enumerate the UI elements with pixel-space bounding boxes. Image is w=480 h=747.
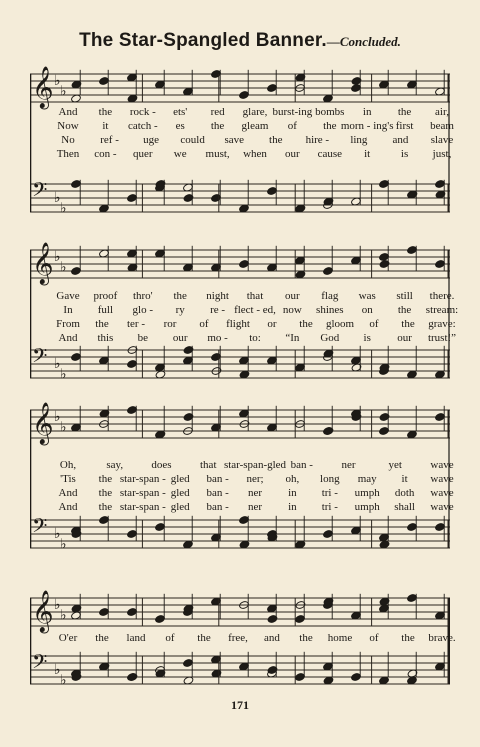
- lyric-syllable: flect - ed,: [234, 304, 276, 316]
- lyric-syllable: shines: [316, 304, 344, 316]
- lyric-line: [30, 133, 454, 147]
- lyric-syllable: the: [98, 106, 113, 118]
- lyric-line: [30, 317, 456, 331]
- lyric-syllable: quer: [133, 148, 153, 160]
- lyric-syllable: of: [199, 318, 209, 330]
- lyric-syllable: Oh,: [59, 459, 77, 471]
- lyric-syllable: ry: [175, 304, 185, 316]
- lyric-syllable: the: [98, 501, 113, 513]
- lyric-syllable: ter -: [126, 318, 146, 330]
- lyric-syllable: say,: [106, 459, 124, 471]
- lyric-line: [30, 500, 454, 514]
- lyrics-block-1: [30, 105, 454, 161]
- lyric-syllable: just,: [432, 148, 452, 160]
- lyric-syllable: wave: [430, 459, 454, 471]
- lyric-syllable: be: [137, 332, 148, 344]
- lyric-syllable: this: [97, 332, 114, 344]
- lyric-syllable: the: [397, 304, 412, 316]
- treble-clef-icon: 𝄞: [32, 589, 54, 633]
- lyric-syllable: air,: [435, 106, 449, 118]
- lyric-syllable: ling: [350, 134, 368, 146]
- lyric-syllable: es: [175, 120, 185, 132]
- lyric-syllable: the: [269, 134, 283, 146]
- lyric-syllable: of: [369, 632, 379, 644]
- lyric-syllable: rock -: [129, 106, 156, 118]
- flat-icon: ♭: [60, 536, 67, 553]
- lyric-syllable: the: [98, 473, 113, 485]
- lyric-line: [30, 289, 455, 303]
- lyric-syllable: tri -: [321, 501, 338, 513]
- lyric-syllable: gled: [170, 473, 190, 485]
- lyric-syllable: could: [180, 134, 205, 146]
- lyric-syllable: slave: [430, 134, 454, 146]
- lyric-syllable: free,: [228, 632, 248, 644]
- lyric-syllable: the: [197, 632, 211, 644]
- treble-clef-icon: 𝄞: [32, 401, 54, 445]
- lyric-syllable: flight: [226, 318, 250, 330]
- lyric-syllable: And: [58, 487, 78, 499]
- lyric-syllable: or: [267, 318, 277, 330]
- lyric-syllable: that: [246, 290, 264, 302]
- lyric-syllable: red: [210, 106, 225, 118]
- lyric-syllable: gled: [170, 501, 190, 513]
- lyric-syllable: the: [98, 487, 113, 499]
- lyric-syllable: was: [358, 290, 376, 302]
- lyric-syllable: ban -: [290, 459, 313, 471]
- lyric-syllable: star-span -: [119, 501, 166, 513]
- lyric-syllable: land: [126, 632, 146, 644]
- lyric-syllable: and: [392, 134, 409, 146]
- lyrics-block-2: [30, 289, 459, 345]
- lyric-syllable: the: [401, 318, 415, 330]
- lyric-syllable: ner: [247, 501, 263, 513]
- lyric-syllable: still: [396, 290, 413, 302]
- lyric-syllable: on: [361, 304, 373, 316]
- lyric-syllable: our: [397, 332, 412, 344]
- lyric-syllable: is: [400, 148, 409, 160]
- page-number: 171: [231, 698, 249, 712]
- lyric-syllable: bombs: [315, 106, 345, 118]
- lyric-line: [30, 303, 459, 317]
- flat-icon: ♭: [60, 366, 67, 383]
- lyric-syllable: morn - ing's: [340, 120, 394, 132]
- lyric-syllable: that: [200, 459, 217, 471]
- lyric-syllable: ets': [173, 106, 188, 118]
- lyric-syllable: and: [264, 632, 280, 644]
- treble-clef-icon: 𝄞: [32, 241, 54, 285]
- lyric-syllable: ner: [247, 487, 263, 499]
- lyric-syllable: grave:: [428, 318, 456, 330]
- lyric-syllable: O'er: [58, 632, 78, 644]
- lyric-syllable: star-span -: [119, 473, 166, 485]
- lyric-syllable: yet: [388, 459, 402, 471]
- flat-icon: ♭: [54, 597, 61, 613]
- lyric-syllable: first: [395, 120, 414, 132]
- lyric-syllable: From: [56, 318, 80, 330]
- lyric-syllable: umph: [354, 487, 380, 499]
- lyric-syllable: brave.: [428, 632, 456, 644]
- lyric-line: [30, 486, 454, 500]
- lyric-line: [30, 331, 457, 345]
- lyric-syllable: In: [63, 304, 73, 316]
- bass-clef-icon: 𝄢: [32, 650, 48, 679]
- lyric-syllable: it: [102, 120, 109, 132]
- lyric-syllable: gled: [170, 487, 190, 499]
- lyric-syllable: thro': [132, 290, 153, 302]
- lyric-syllable: now: [282, 304, 302, 316]
- bass-clef-icon: 𝄢: [32, 514, 48, 543]
- lyric-syllable: ror: [163, 318, 177, 330]
- lyric-syllable: is: [363, 332, 371, 344]
- lyrics-block-3: [30, 458, 454, 514]
- flat-icon: ♭: [60, 83, 67, 100]
- lyric-syllable: of: [287, 120, 297, 132]
- lyric-syllable: tri -: [321, 487, 338, 499]
- lyrics-block-4: [30, 631, 456, 645]
- lyric-syllable: ban -: [206, 487, 229, 499]
- lyric-syllable: catch -: [127, 120, 158, 132]
- lyric-syllable: the: [323, 120, 337, 132]
- lyric-syllable: save: [224, 134, 244, 146]
- lyric-line: [30, 119, 454, 133]
- lyric-syllable: And: [58, 106, 78, 118]
- lyric-syllable: must,: [205, 148, 230, 160]
- lyric-syllable: cause: [317, 148, 343, 160]
- flat-icon: ♭: [54, 249, 61, 265]
- lyric-syllable: hire -: [305, 134, 330, 146]
- bass-clef-icon: 𝄢: [32, 344, 48, 373]
- flat-icon: ♭: [60, 259, 67, 276]
- lyric-syllable: ner: [341, 459, 356, 471]
- lyric-syllable: flag: [321, 290, 339, 302]
- lyric-syllable: we: [173, 148, 187, 160]
- lyric-syllable: gleam: [241, 120, 269, 132]
- lyric-syllable: trust!”: [427, 332, 457, 344]
- lyric-syllable: beam: [430, 120, 454, 132]
- lyric-syllable: And: [58, 501, 78, 513]
- song-title: [0, 30, 480, 52]
- lyric-syllable: our: [285, 148, 300, 160]
- lyric-syllable: God: [320, 332, 340, 344]
- lyric-line: [30, 105, 450, 119]
- treble-clef-icon: 𝄞: [32, 65, 54, 109]
- flat-icon: ♭: [54, 356, 61, 372]
- lyric-syllable: in: [288, 501, 297, 513]
- lyric-syllable: star-span-gled: [223, 459, 287, 471]
- lyric-syllable: umph: [354, 501, 380, 513]
- lyric-syllable: gloom: [325, 318, 355, 330]
- lyric-syllable: when: [243, 148, 267, 160]
- lyric-line: [30, 147, 450, 161]
- lyric-syllable: it: [401, 473, 408, 485]
- lyric-syllable: our: [172, 332, 188, 344]
- lyric-syllable: in: [362, 106, 372, 118]
- lyric-syllable: in: [288, 487, 297, 499]
- lyric-syllable: the: [299, 632, 313, 644]
- lyric-syllable: the: [210, 120, 225, 132]
- lyric-syllable: mo -: [207, 332, 228, 344]
- lyric-line: [30, 472, 454, 486]
- flat-icon: ♭: [54, 526, 61, 542]
- lyric-syllable: night: [206, 290, 229, 302]
- lyric-line: [30, 458, 454, 472]
- lyric-syllable: And: [58, 332, 78, 344]
- lyric-syllable: full: [97, 304, 114, 316]
- lyric-syllable: burst-ing: [272, 106, 313, 118]
- lyric-syllable: wave: [430, 501, 454, 513]
- lyric-syllable: ban -: [206, 473, 229, 485]
- lyric-syllable: proof: [93, 290, 118, 302]
- flat-icon: ♭: [54, 662, 61, 678]
- lyric-syllable: does: [151, 459, 172, 471]
- lyric-syllable: Then: [56, 148, 80, 160]
- flat-icon: ♭: [54, 190, 61, 206]
- song-title-subtitle: —Concluded.: [326, 34, 401, 49]
- lyric-syllable: shall: [394, 501, 415, 513]
- lyric-syllable: 'Tis: [60, 473, 76, 485]
- lyric-syllable: the: [95, 632, 109, 644]
- lyric-syllable: wave: [430, 487, 454, 499]
- lyric-syllable: the: [401, 632, 415, 644]
- lyric-syllable: Gave: [56, 290, 80, 302]
- lyric-syllable: con -: [94, 148, 117, 160]
- song-title-main: The Star-Spangled Banner.: [79, 30, 327, 51]
- lyric-syllable: our: [285, 290, 300, 302]
- lyric-syllable: stream:: [425, 304, 459, 316]
- lyric-syllable: glare,: [242, 106, 268, 118]
- lyric-syllable: No: [61, 134, 75, 146]
- lyric-syllable: may: [357, 473, 377, 485]
- lyric-syllable: re -: [210, 304, 226, 316]
- flat-icon: ♭: [60, 200, 67, 217]
- lyric-syllable: of: [369, 318, 379, 330]
- lyric-syllable: of: [165, 632, 175, 644]
- lyric-syllable: the: [397, 106, 412, 118]
- flat-icon: ♭: [60, 672, 67, 689]
- lyric-syllable: long: [320, 473, 340, 485]
- flat-icon: ♭: [54, 73, 61, 89]
- lyric-syllable: there.: [429, 290, 455, 302]
- flat-icon: ♭: [54, 409, 61, 425]
- lyric-syllable: star-span -: [119, 487, 166, 499]
- lyric-syllable: ref -: [100, 134, 119, 146]
- lyric-syllable: ner;: [246, 473, 264, 485]
- lyric-syllable: “In: [285, 332, 300, 344]
- lyric-syllable: oh,: [285, 473, 300, 485]
- bass-clef-icon: 𝄢: [32, 178, 48, 207]
- flat-icon: ♭: [60, 419, 67, 436]
- lyric-syllable: to:: [249, 332, 261, 344]
- lyric-syllable: Now: [57, 120, 79, 132]
- lyric-line: [30, 631, 456, 645]
- lyric-syllable: uge: [143, 134, 160, 146]
- lyric-syllable: doth: [394, 487, 415, 499]
- lyric-syllable: the: [173, 290, 187, 302]
- lyric-syllable: it: [364, 148, 371, 160]
- lyric-syllable: home: [327, 632, 353, 644]
- lyric-syllable: glo -: [132, 304, 154, 316]
- lyric-syllable: wave: [430, 473, 454, 485]
- lyric-syllable: the: [95, 318, 109, 330]
- flat-icon: ♭: [60, 607, 67, 624]
- lyric-syllable: the: [299, 318, 313, 330]
- lyric-syllable: ban -: [206, 501, 229, 513]
